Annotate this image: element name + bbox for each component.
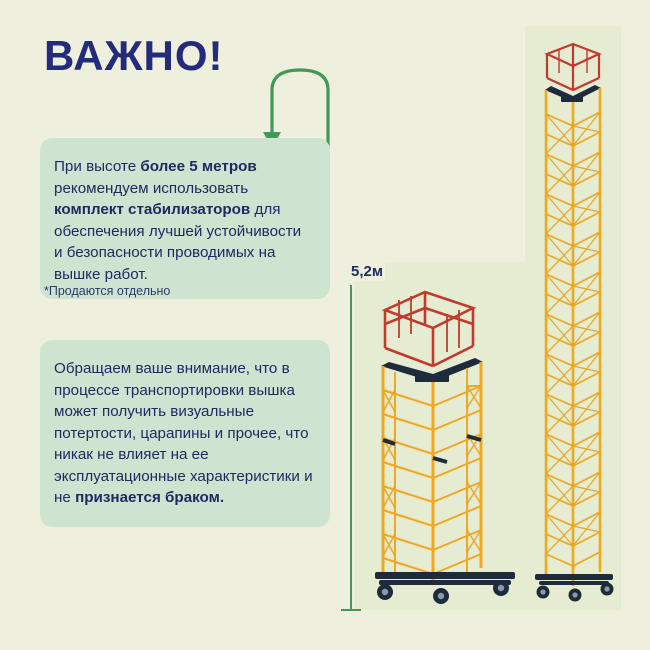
segment-text: рекомендуем использовать xyxy=(54,179,249,197)
segment-text-bold: признается браком. xyxy=(75,489,225,507)
segment-text: При высоте xyxy=(54,158,141,175)
tower-small-image xyxy=(355,262,541,610)
segment-text: Обращаем ваше внимание, что в процессе транспортировки вышка может получить визуальные потертости, царапины и прочее, что никак не влияет на ее эксплуатационные характеристики и не xyxy=(54,360,313,507)
callout-transport-text xyxy=(54,358,314,509)
tower-tall-image xyxy=(525,26,621,610)
segment-text-bold: более 5 метров xyxy=(140,158,257,175)
footnote: *Продаются отдельно xyxy=(44,284,171,298)
callout-stabilizers xyxy=(40,138,330,299)
callout-stabilizers-text xyxy=(54,156,312,285)
callout-transport xyxy=(40,340,330,527)
segment-text: для обеспечения лучшей устойчивости и безопасности проводимых на вышке работ. xyxy=(54,201,302,283)
segment-text-bold: комплект стабилизаторов xyxy=(54,201,251,219)
dimension-tick-bottom xyxy=(341,609,361,611)
dimension-label: 5,2м xyxy=(351,263,383,280)
page-title: ВАЖНО! xyxy=(44,32,224,79)
dimension-line xyxy=(350,285,352,610)
